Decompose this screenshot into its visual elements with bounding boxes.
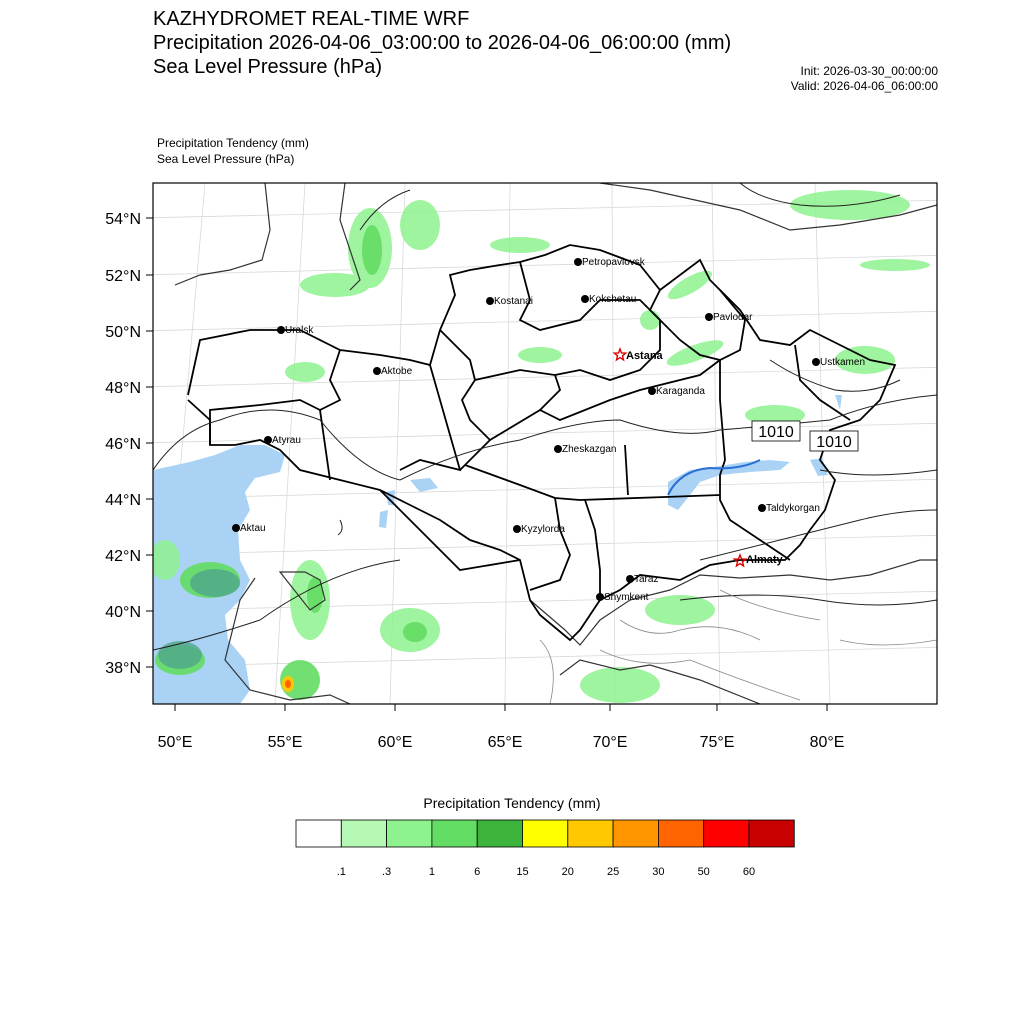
colorbar-tick-label: 20 (561, 866, 574, 878)
lat-label: 52°N (105, 268, 141, 285)
city-label: Taldykorgan (766, 503, 820, 514)
city-label: Shymkent (604, 592, 649, 603)
lat-label: 40°N (105, 604, 141, 621)
city-label: Ustkamen (820, 357, 866, 368)
init-time: Init: 2026-03-30_00:00:00 (800, 64, 938, 78)
city-dot-icon (373, 367, 381, 375)
city-dot-icon (554, 445, 562, 453)
colorbar-tick-label: 30 (652, 866, 665, 878)
lon-label: 65°E (487, 734, 523, 751)
chart-title: KAZHYDROMET REAL-TIME WRF (153, 8, 470, 30)
colorbar-swatch (296, 820, 341, 847)
lat-label: 50°N (105, 324, 141, 341)
lat-label: 54°N (105, 211, 141, 228)
map-sublabel-precip: Precipitation Tendency (mm) (157, 136, 309, 150)
colorbar-tick-label: .1 (336, 866, 346, 878)
city-label: Zheskazgan (562, 444, 617, 455)
colorbar-swatch (432, 820, 477, 847)
lon-label: 60°E (377, 734, 413, 751)
contour-label-1010-b: 1010 (816, 434, 852, 451)
city-dot-icon (232, 524, 240, 532)
city-label: Aktau (240, 523, 266, 534)
colorbar-swatch (387, 820, 432, 847)
slp-contours (153, 183, 937, 650)
chart-subtitle-precip: Precipitation 2026-04-06_03:00:00 to 2026-04-06_06:00:00 (mm) (153, 32, 732, 54)
city-dot-icon (581, 295, 589, 303)
city-label: Astana (626, 350, 663, 362)
lat-label: 46°N (105, 436, 141, 453)
colorbar-tick-label: 25 (606, 866, 620, 878)
colorbar-tick-label: .3 (382, 866, 392, 878)
city-dot-icon (596, 593, 604, 601)
colorbar-swatch (477, 820, 522, 847)
lon-label: 55°E (267, 734, 303, 751)
colorbar-tick-label: 1 (428, 866, 435, 878)
city-dot-icon (277, 326, 285, 334)
colorbar-swatch (704, 820, 749, 847)
colorbar-tick-label: 15 (516, 866, 529, 878)
precip-heavy (282, 676, 294, 692)
city-label: Kyzylorda (521, 524, 565, 535)
map-sublabel-slp: Sea Level Pressure (hPa) (157, 152, 295, 166)
capital-star-icon (614, 349, 625, 360)
colorbar-tick-label: 6 (474, 866, 481, 878)
colorbar-swatch (523, 820, 568, 847)
lat-label: 42°N (105, 548, 141, 565)
lon-label: 70°E (592, 734, 628, 751)
chart-subtitle-slp: Sea Level Pressure (hPa) (153, 56, 383, 78)
lon-label: 75°E (699, 734, 735, 751)
city-dot-icon (626, 575, 634, 583)
lat-label: 38°N (105, 660, 141, 677)
city-label: Atyrau (272, 435, 301, 446)
colorbar-tick-label: 50 (697, 866, 710, 878)
city-dot-icon (812, 358, 820, 366)
city-label: Aktobe (381, 366, 413, 377)
city-label: Pavlodar (713, 312, 753, 323)
city-dot-icon (486, 297, 494, 305)
valid-time: Valid: 2026-04-06_06:00:00 (790, 79, 938, 93)
city-dot-icon (705, 313, 713, 321)
city-label: Taraz (634, 574, 659, 585)
city-dot-icon (574, 258, 582, 266)
colorbar-swatch (568, 820, 613, 847)
city-label: Karaganda (656, 386, 705, 397)
city-dot-icon (513, 525, 521, 533)
colorbar-tick-label: 60 (742, 866, 756, 878)
colorbar-swatch (658, 820, 703, 847)
contour-label-1010-a: 1010 (758, 424, 794, 441)
colorbar (296, 820, 794, 847)
city-label: Kokshetau (589, 294, 637, 305)
colorbar-swatch (613, 820, 658, 847)
city-label: Almaty (746, 554, 783, 566)
colorbar-title: Precipitation Tendency (mm) (423, 795, 601, 811)
lat-label: 44°N (105, 492, 141, 509)
city-label: Kostanai (494, 296, 533, 307)
city-dot-icon (264, 436, 272, 444)
city-label: Petropavlovsk (582, 257, 645, 268)
colorbar-swatch (749, 820, 794, 847)
lon-label: 80°E (809, 734, 845, 751)
colorbar-swatch (341, 820, 386, 847)
lon-label: 50°E (157, 734, 193, 751)
city-label: Uralsk (285, 325, 314, 336)
lat-label: 48°N (105, 380, 141, 397)
city-dot-icon (648, 387, 656, 395)
city-dot-icon (758, 504, 766, 512)
